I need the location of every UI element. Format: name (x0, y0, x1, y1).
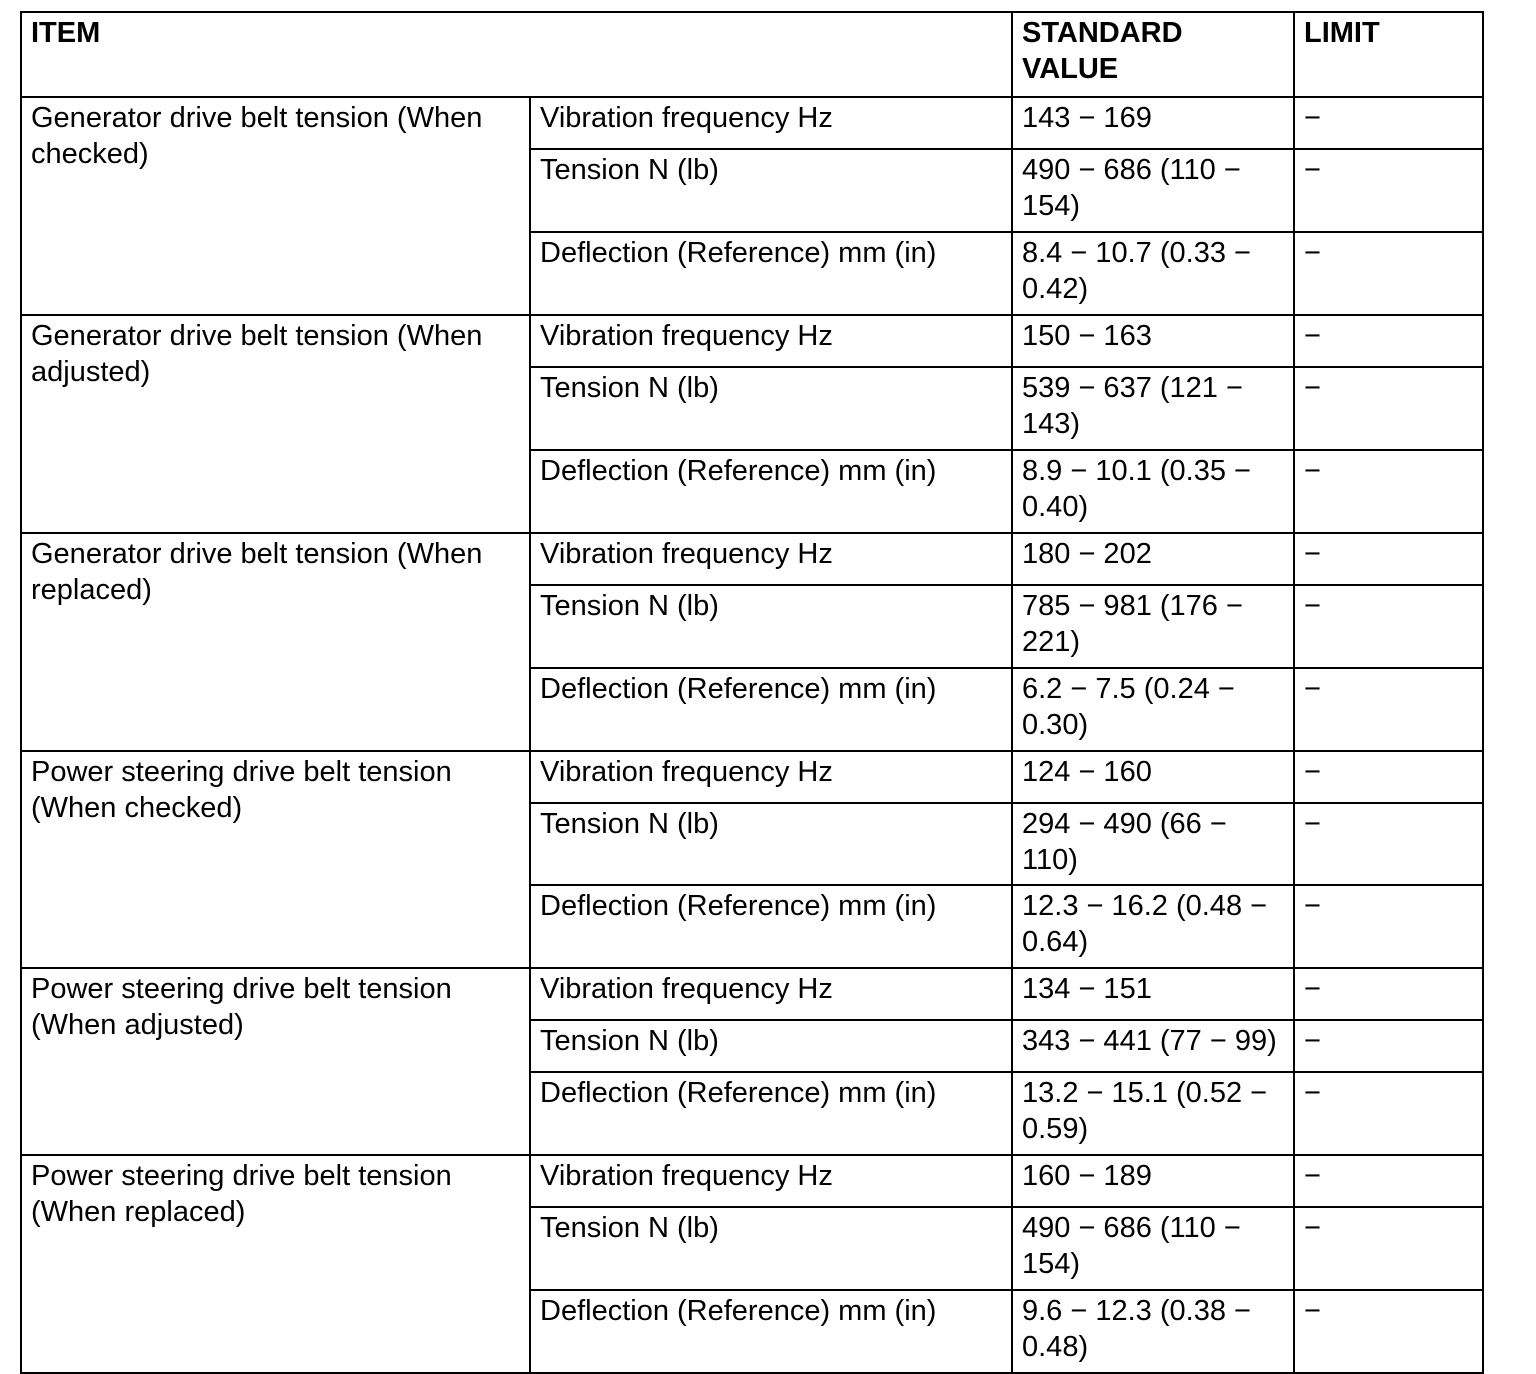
standard-value-cell: 294 − 490 (66 − 110) (1012, 803, 1294, 885)
standard-value-cell: 13.2 − 15.1 (0.52 − 0.59) (1012, 1072, 1294, 1155)
limit-cell: − (1294, 1020, 1483, 1072)
limit-cell: − (1294, 585, 1483, 668)
table-row (21, 968, 1483, 1020)
item-cell: Generator drive belt tension (When checked) (21, 97, 530, 315)
table-row (21, 751, 1483, 803)
limit-cell: − (1294, 315, 1483, 367)
limit-cell: − (1294, 149, 1483, 232)
standard-value-cell: 490 − 686 (110 − 154) (1012, 149, 1294, 232)
parameter-cell: Vibration frequency Hz (530, 1155, 1012, 1207)
standard-value-cell: 160 − 189 (1012, 1155, 1294, 1207)
standard-value-cell: 143 − 169 (1012, 97, 1294, 149)
standard-value-cell: 124 − 160 (1012, 751, 1294, 803)
standard-value-cell: 180 − 202 (1012, 533, 1294, 585)
limit-cell: − (1294, 803, 1483, 885)
parameter-cell: Vibration frequency Hz (530, 533, 1012, 585)
parameter-cell: Deflection (Reference) mm (in) (530, 668, 1012, 751)
spec-table (20, 11, 1484, 1374)
item-cell: Power steering drive belt tension (When replaced) (21, 1155, 530, 1373)
table-row (21, 315, 1483, 367)
header-row (21, 12, 1483, 97)
limit-cell: − (1294, 450, 1483, 533)
parameter-cell: Tension N (lb) (530, 585, 1012, 668)
parameter-cell: Vibration frequency Hz (530, 968, 1012, 1020)
table-row (21, 97, 1483, 149)
limit-cell: − (1294, 1155, 1483, 1207)
parameter-cell: Tension N (lb) (530, 803, 1012, 885)
standard-value-cell: 12.3 − 16.2 (0.48 − 0.64) (1012, 885, 1294, 968)
limit-cell: − (1294, 668, 1483, 751)
limit-cell: − (1294, 1207, 1483, 1290)
limit-cell: − (1294, 533, 1483, 585)
parameter-cell: Deflection (Reference) mm (in) (530, 1290, 1012, 1373)
standard-value-cell: 9.6 − 12.3 (0.38 − 0.48) (1012, 1290, 1294, 1373)
parameter-cell: Tension N (lb) (530, 367, 1012, 450)
standard-value-cell: 490 − 686 (110 − 154) (1012, 1207, 1294, 1290)
header-item: ITEM (21, 12, 1012, 97)
parameter-cell: Vibration frequency Hz (530, 751, 1012, 803)
limit-cell: − (1294, 1072, 1483, 1155)
parameter-cell: Deflection (Reference) mm (in) (530, 885, 1012, 968)
parameter-cell: Vibration frequency Hz (530, 97, 1012, 149)
limit-cell: − (1294, 1290, 1483, 1373)
limit-cell: − (1294, 367, 1483, 450)
parameter-cell: Tension N (lb) (530, 1207, 1012, 1290)
limit-cell: − (1294, 232, 1483, 315)
parameter-cell: Tension N (lb) (530, 149, 1012, 232)
table-row (21, 533, 1483, 585)
spec-table-body (21, 97, 1483, 1373)
table-row (21, 1155, 1483, 1207)
standard-value-cell: 539 − 637 (121 − 143) (1012, 367, 1294, 450)
limit-cell: − (1294, 97, 1483, 149)
item-cell: Power steering drive belt tension (When checked) (21, 751, 530, 968)
parameter-cell: Tension N (lb) (530, 1020, 1012, 1072)
limit-cell: − (1294, 968, 1483, 1020)
standard-value-cell: 343 − 441 (77 − 99) (1012, 1020, 1294, 1072)
parameter-cell: Deflection (Reference) mm (in) (530, 232, 1012, 315)
standard-value-cell: 6.2 − 7.5 (0.24 − 0.30) (1012, 668, 1294, 751)
standard-value-cell: 8.4 − 10.7 (0.33 − 0.42) (1012, 232, 1294, 315)
header-limit: LIMIT (1294, 12, 1483, 97)
standard-value-cell: 8.9 − 10.1 (0.35 − 0.40) (1012, 450, 1294, 533)
standard-value-cell: 785 − 981 (176 − 221) (1012, 585, 1294, 668)
item-cell: Generator drive belt tension (When adjusted) (21, 315, 530, 533)
standard-value-cell: 150 − 163 (1012, 315, 1294, 367)
header-standard-value: STANDARD VALUE (1012, 12, 1294, 97)
parameter-cell: Deflection (Reference) mm (in) (530, 1072, 1012, 1155)
item-cell: Generator drive belt tension (When replaced) (21, 533, 530, 751)
item-cell: Power steering drive belt tension (When adjusted) (21, 968, 530, 1155)
standard-value-cell: 134 − 151 (1012, 968, 1294, 1020)
parameter-cell: Deflection (Reference) mm (in) (530, 450, 1012, 533)
parameter-cell: Vibration frequency Hz (530, 315, 1012, 367)
limit-cell: − (1294, 751, 1483, 803)
limit-cell: − (1294, 885, 1483, 968)
